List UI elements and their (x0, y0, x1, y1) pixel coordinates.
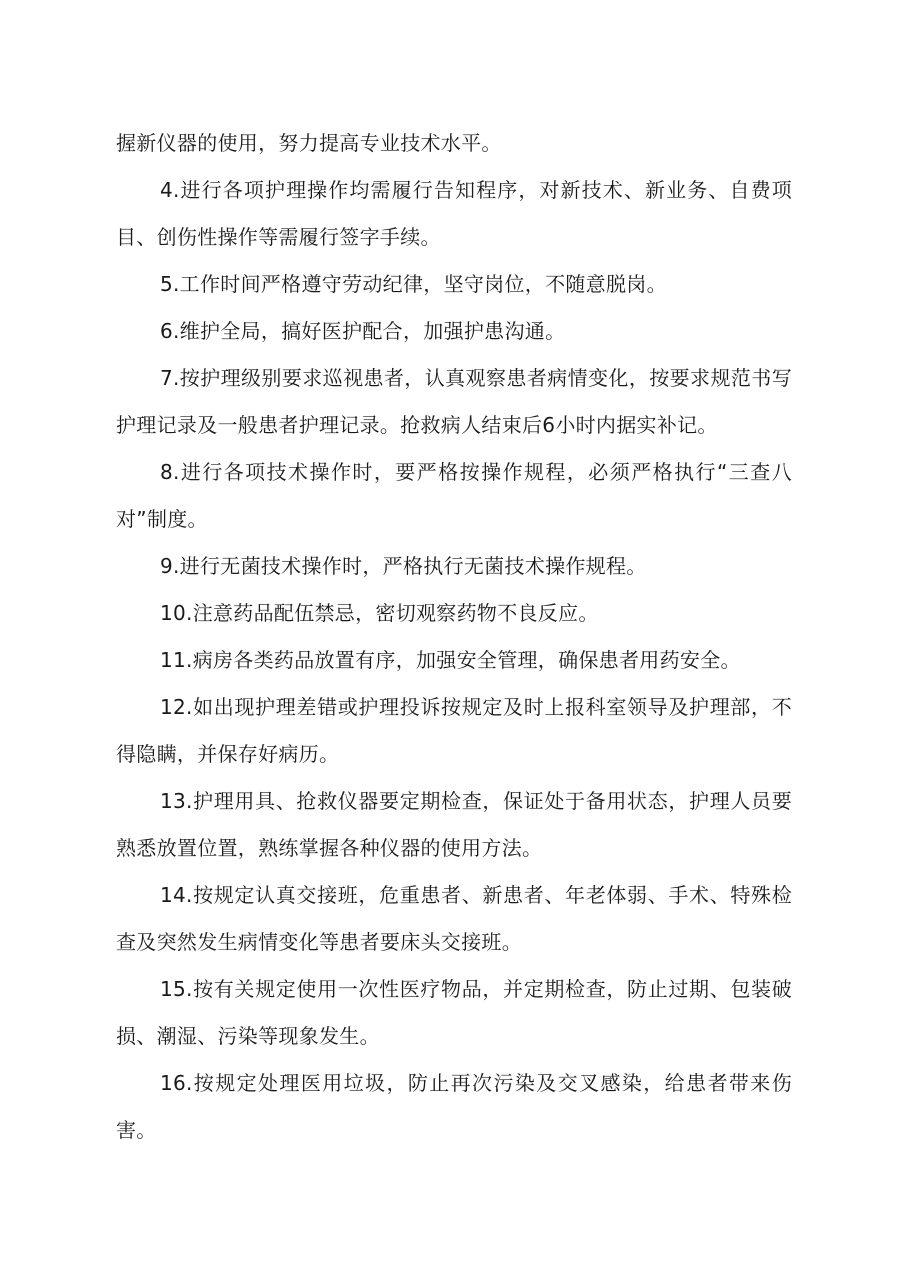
paragraph-item-15: 15.按有关规定使用一次性医疗物品，并定期检查，防止过期、包装破损、潮湿、污染等现象发生。 (116, 977, 792, 1048)
paragraph-item-11: 11.病房各类药品放置有序，加强安全管理，确保患者用药安全。 (160, 648, 741, 672)
paragraph-item-13: 13.护理用具、抢救仪器要定期检查，保证处于备用状态，护理人员要熟悉放置位置，熟练掌握各种仪器的使用方法。 (116, 789, 792, 860)
paragraph-item-9: 9.进行无菌技术操作时，严格执行无菌技术操作规程。 (160, 554, 647, 578)
document-body (116, 120, 792, 1154)
paragraph-item-14: 14.按规定认真交接班，危重患者、新患者、年老体弱、手术、特殊检查及突然发生病情变化等患者要床头交接班。 (116, 883, 792, 954)
paragraph-item-10: 10.注意药品配伍禁忌，密切观察药物不良反应。 (160, 601, 599, 625)
paragraph-item-6: 6.维护全局，搞好医护配合，加强护患沟通。 (160, 319, 566, 343)
paragraph-item-16: 16.按规定处理医用垃圾，防止再次污染及交叉感染，给患者带来伤害。 (116, 1071, 792, 1142)
paragraph-item-8: 8.进行各项技术操作时，要严格按操作规程，必须严格执行“三查八对”制度。 (116, 460, 792, 531)
paragraph-continuation: 握新仪器的使用，努力提高专业技术水平。 (116, 131, 502, 155)
paragraph-item-7: 7.按护理级别要求巡视患者，认真观察患者病情变化，按要求规范书写护理记录及一般患者护理记录。抢救病人结束后6小时内据实补记。 (116, 366, 792, 437)
paragraph-item-5: 5.工作时间严格遵守劳动纪律，坚守岗位，不随意脱岗。 (160, 272, 667, 296)
paragraph-item-12: 12.如出现护理差错或护理投诉按规定及时上报科室领导及护理部，不得隐瞒，并保存好病历。 (116, 695, 792, 766)
paragraph-item-4: 4.进行各项护理操作均需履行告知程序，对新技术、新业务、自费项目、创伤性操作等需履行签字手续。 (116, 178, 792, 249)
